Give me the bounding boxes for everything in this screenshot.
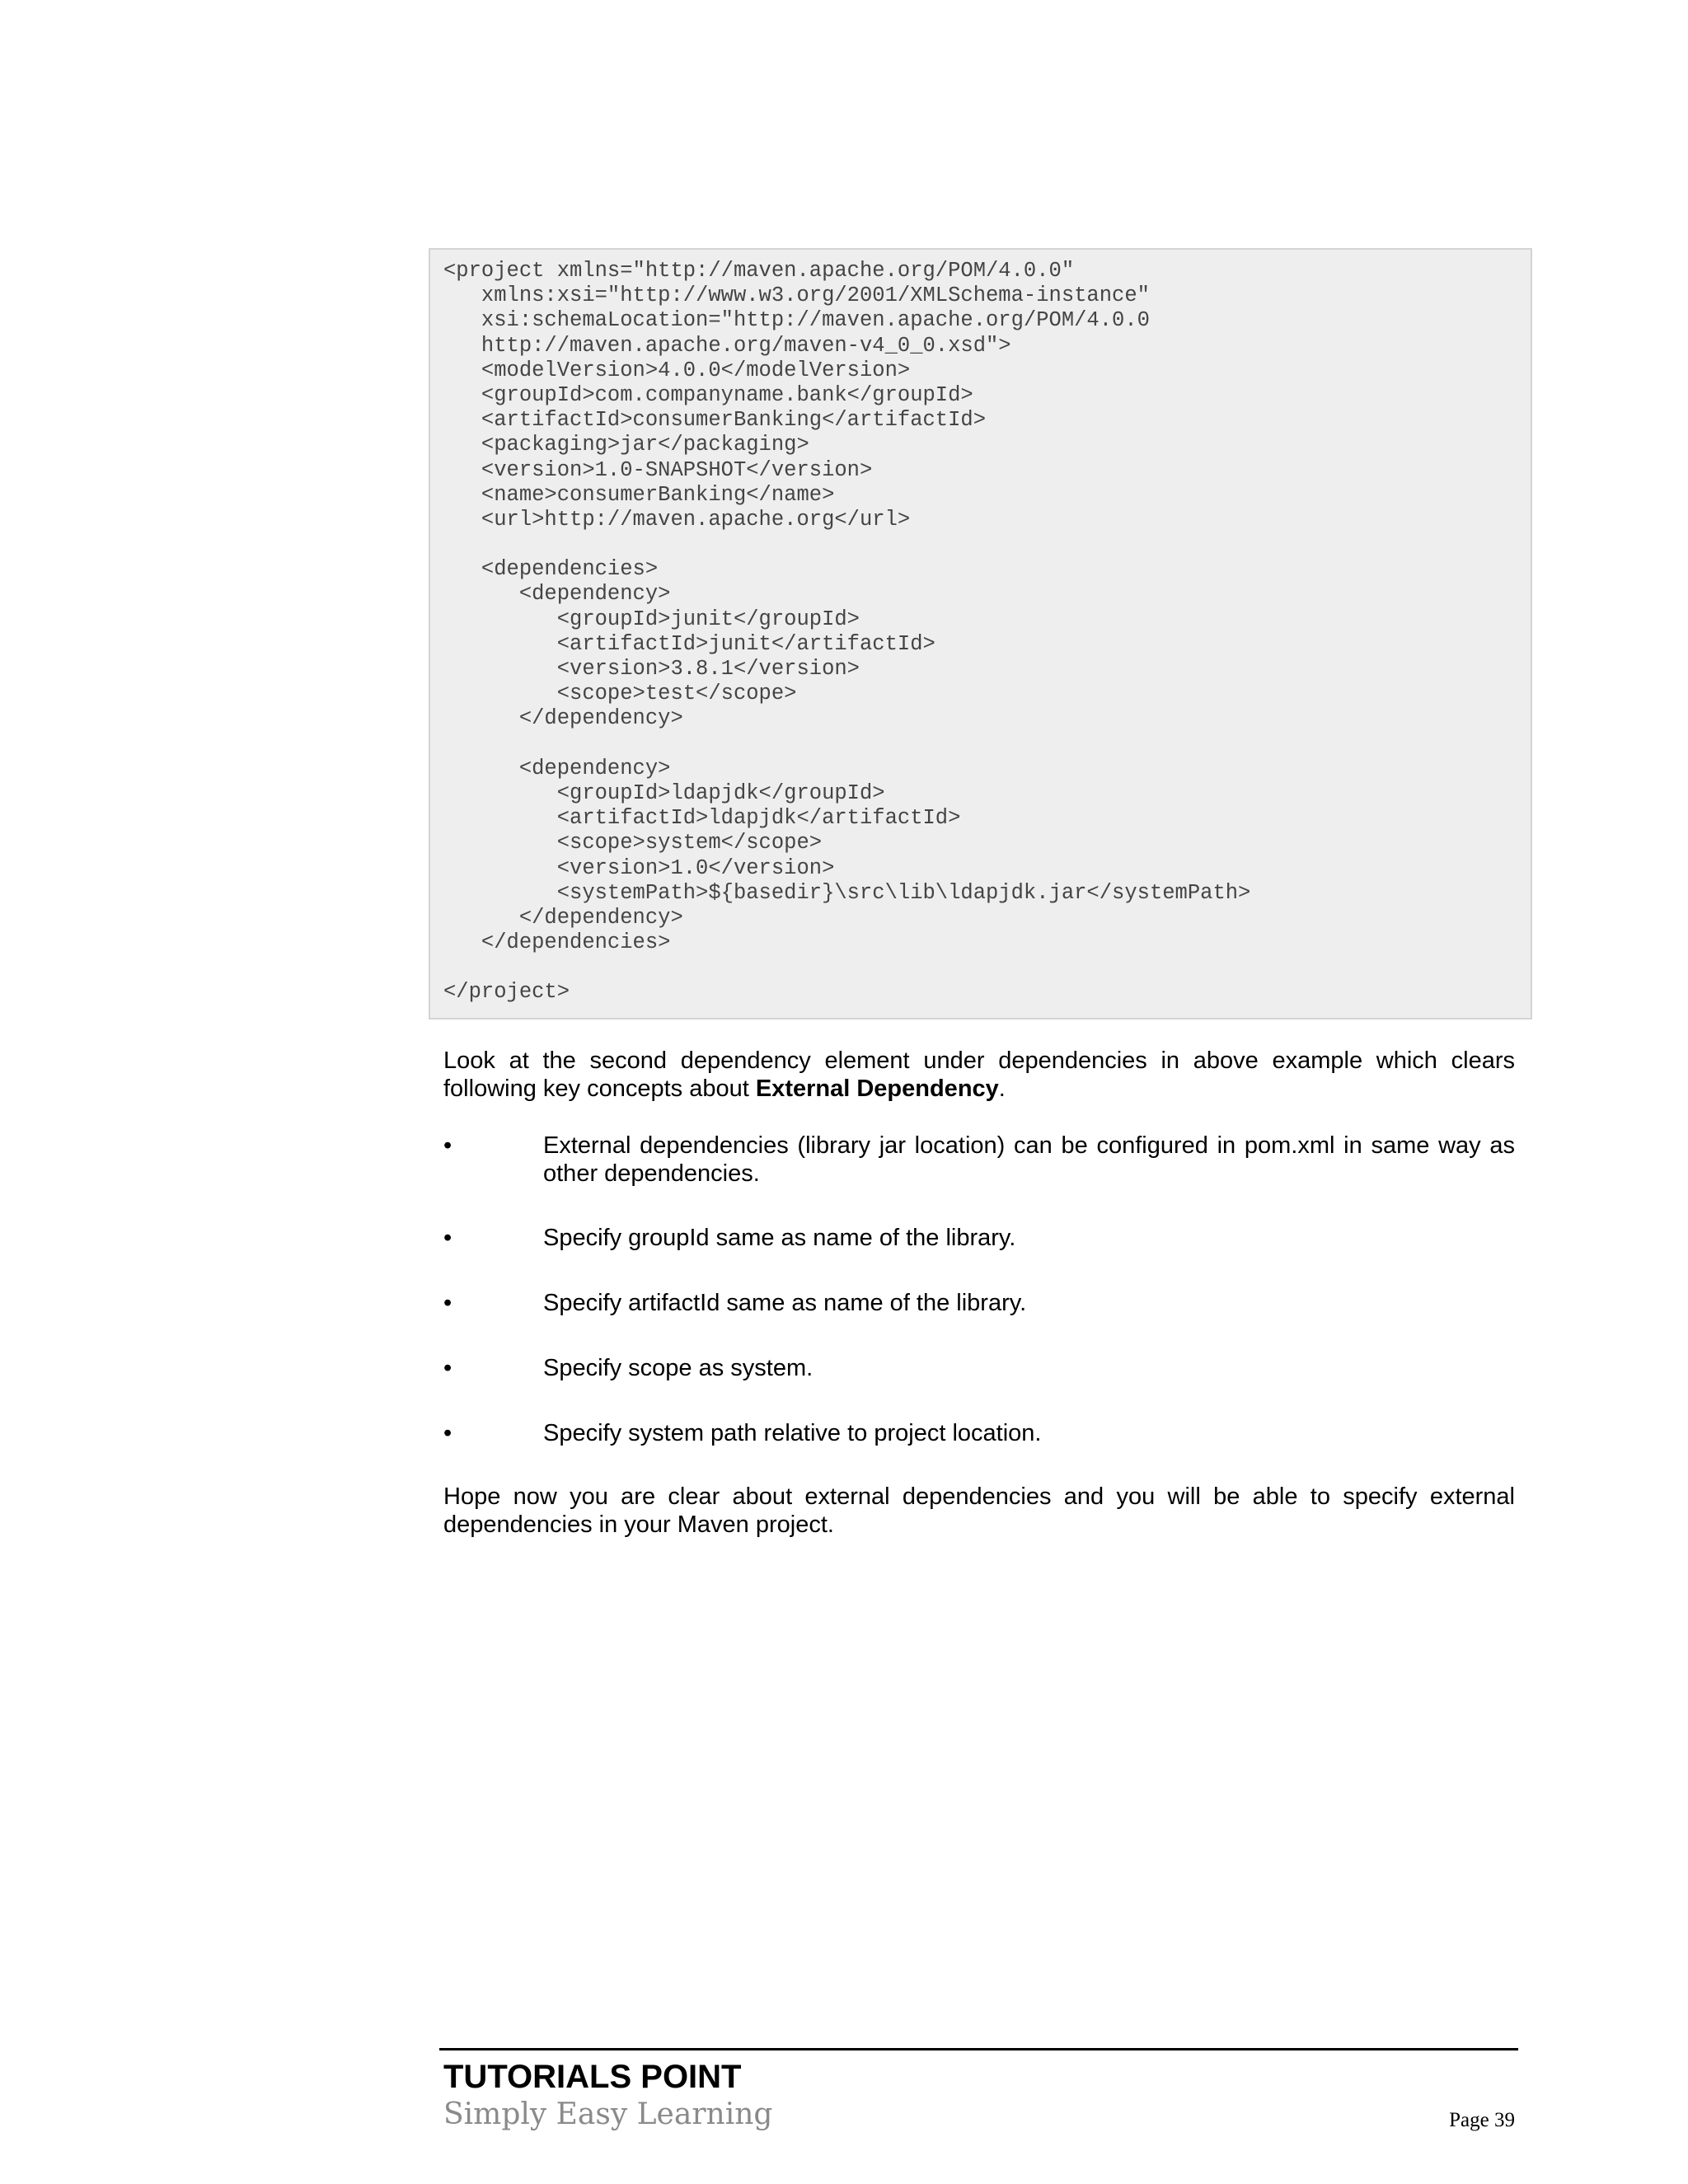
code-line: </dependencies> [443, 930, 671, 955]
list-item [443, 1289, 1515, 1317]
list-item-text: Specify system path relative to project location. [543, 1420, 1042, 1446]
code-line: <project xmlns="http://maven.apache.org/POM/4.0.0" [443, 259, 1075, 283]
code-line: <url>http://maven.apache.org</url> [443, 507, 911, 532]
list-item-text: Specify scope as system. [543, 1355, 814, 1381]
code-line: <packaging>jar</packaging> [443, 433, 809, 457]
code-line: <artifactId>consumerBanking</artifactId> [443, 408, 987, 433]
code-line: </dependency> [443, 706, 683, 731]
bullet-icon: • [443, 1225, 452, 1251]
code-line: <artifactId>junit</artifactId> [443, 631, 935, 656]
code-line [443, 532, 1250, 557]
page-number: Page 39 [1449, 2109, 1515, 2131]
intro-end: . [998, 1076, 1006, 1102]
intro-paragraph [443, 1047, 1515, 1103]
code-line [443, 955, 1250, 980]
code-line: <name>consumerBanking</name> [443, 482, 835, 507]
intro-bold-term: External Dependency [755, 1076, 999, 1102]
conclusion-paragraph: Hope now you are clear about external dependencies and you will be able to specify external dependencies in your Maven project. [443, 1483, 1515, 1538]
code-line: <scope>system</scope> [443, 831, 823, 855]
list-item-text: External dependencies (library jar location) can be configured in pom.xml in same way as other dependencies. [543, 1132, 1515, 1187]
code-line: <version>1.0</version> [443, 855, 835, 880]
code-line: </project> [443, 980, 570, 1005]
code-line: <dependency> [443, 582, 671, 607]
code-line: <systemPath>${basedir}\src\lib\ldapjdk.jar</systemPath> [443, 880, 1251, 905]
code-line: <version>1.0-SNAPSHOT</version> [443, 457, 873, 482]
footer-divider [439, 2048, 1518, 2050]
list-item-text: Specify artifactId same as name of the library. [543, 1290, 1027, 1316]
code-line: <scope>test</scope> [443, 682, 797, 706]
intro-text: Look at the second dependency element under dependencies in above example which clears following key concepts about [443, 1047, 1515, 1102]
footer-brand: TUTORIALS POINT [443, 2059, 742, 2095]
code-line: http://maven.apache.org/maven-v4_0_0.xsd"> [443, 333, 1011, 358]
code-line: <groupId>com.companyname.bank</groupId> [443, 382, 973, 407]
code-line: <version>3.8.1</version> [443, 657, 860, 681]
concept-bullet-list [443, 1132, 1515, 1484]
code-line: </dependency> [443, 905, 683, 930]
code-line: <groupId>junit</groupId> [443, 607, 860, 631]
code-lines [443, 259, 1250, 1005]
code-line: <artifactId>ldapjdk</artifactId> [443, 806, 961, 831]
footer-tagline: Simply Easy Learning [443, 2097, 773, 2131]
list-item [443, 1132, 1515, 1188]
bullet-icon: • [443, 1290, 452, 1316]
code-line: xmlns:xsi="http://www.w3.org/2001/XMLSchema-instance" [443, 284, 1150, 308]
bullet-icon: • [443, 1132, 452, 1159]
bullet-icon: • [443, 1355, 452, 1381]
list-item [443, 1354, 1515, 1382]
bullet-icon: • [443, 1420, 452, 1446]
code-line [443, 732, 1250, 757]
code-line: <dependencies> [443, 557, 659, 582]
list-item-text: Specify groupId same as name of the library. [543, 1225, 1016, 1251]
code-line: <dependency> [443, 756, 671, 780]
code-line: xsi:schemaLocation="http://maven.apache.org/POM/4.0.0 [443, 308, 1150, 333]
code-line: <modelVersion>4.0.0</modelVersion> [443, 358, 911, 382]
list-item [443, 1419, 1515, 1447]
list-item [443, 1224, 1515, 1252]
code-line: <groupId>ldapjdk</groupId> [443, 780, 885, 805]
